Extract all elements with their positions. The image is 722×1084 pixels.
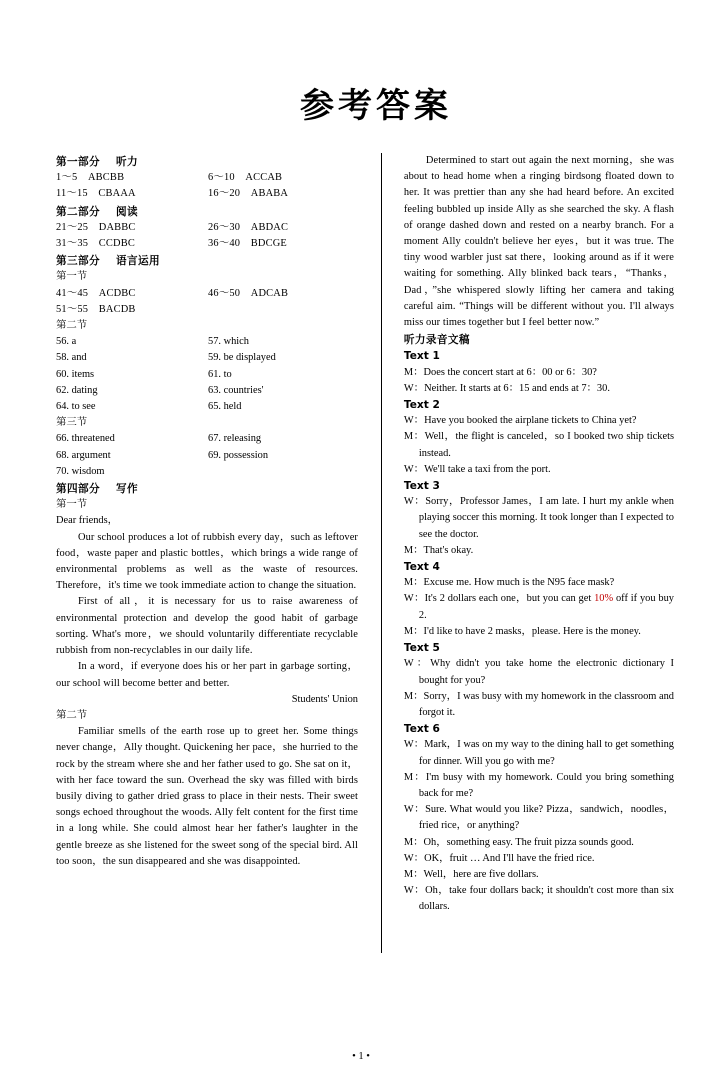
script-line: W：We'll take a taxi from the port. [403,463,551,475]
answer-key-page [0,78,722,1084]
answer-cell: 60. items [56,368,95,380]
script-line: M：Sorry，I was busy with my homework in the classroom and forgot it. [403,690,674,718]
script-line: W：Neither. It starts at 6：15 and ends at 7：30. [403,382,610,394]
script-line: M：Well，here are five dollars. [403,868,539,880]
script-line: W：Sorry，Professor James，I am late. I hurt my ankle when playing soccer this morning. It took longer than I expected to see the doctor. [403,496,674,540]
answer-row [56,170,358,186]
answer-row [56,302,358,318]
writing-section-1-label: 第一节 [56,499,88,511]
part-1-name: 听力 [115,156,138,168]
answer-cell: 66. threatened [56,433,115,445]
text-label: Text 1 [403,350,440,363]
answer-row [56,464,358,480]
answer-cell: 70. wisdom [56,465,105,477]
answer-row [56,334,358,350]
letter-signature: Students' Union [291,693,358,705]
text-label: Text 3 [403,480,440,493]
answer-cell: 51～55 BACDB [56,303,136,315]
part-1-heading [56,154,358,170]
text-label: Text 6 [403,723,440,736]
answer-cell: 68. argument [56,449,111,461]
part-4-heading [56,481,358,497]
script-line: W：Why didn't you take home the electronic dictionary I bought for you? [403,658,674,686]
answer-cell: 41～45 ACDBC [56,287,136,299]
part-4-label: 第四部分 [56,483,100,496]
answer-cell: 65. held [208,401,242,413]
page-title: 参考答案 [300,86,452,126]
answer-row [56,367,358,383]
answer-cell: 67. releasing [208,433,262,445]
story-paragraph: Familiar smells of the earth rose up to greet her. Some things never change，Ally thought. Quickening her pace，she hurried to the rock by the stream where she and her father used to go. She sat on it，with her face toward the sun. Overhead the sky was filled with birds busily diving to gather dried grass to place in their nests. Their sweet songs echoed throughout the woods. Ally felt content for the first time in a long while. She could almost hear her father's laughter in the gentle breeze as she listened for the sweet song of the special bird. All too soon，the sun disappeared and she was disappointed. [56,726,358,867]
script-line: W：It's 2 dollars each one，but you can get 10% off if you buy 2. [403,593,674,621]
letter-paragraph: First of all，it is necessary for us to raise awareness of environmental protection and develop the good habit of garbage sorting. What's more，we should voluntarily differentiate recyclable rubbish from non-recyclables in our daily life. [56,596,358,657]
answer-row [56,431,358,447]
answer-cell: 16～20 ABABA [208,188,289,200]
answer-cell: 58. and [56,352,87,364]
part-2-heading [56,204,358,220]
script-line: W：OK，fruit … And I'll have the fried rice. [403,852,595,864]
answer-cell: 21～25 DABBC [56,221,136,233]
answer-cell: 57. which [208,336,249,348]
script-line: M：That's okay. [403,544,474,556]
right-column [391,153,674,973]
answer-row [56,448,358,464]
left-column [56,153,372,973]
letter-greeting: Dear friends， [56,515,119,527]
answer-cell [208,464,358,480]
answer-cell: 69. possession [208,449,269,461]
answer-row [56,350,358,366]
answer-cell: 61. to [208,368,232,380]
answer-cell: 64. to see [56,401,96,413]
answer-cell: 26～30 ABDAC [208,221,289,233]
part-2-name: 阅读 [115,205,138,218]
text-label: Text 5 [403,642,440,655]
script-line: M：Oh，something easy. The fruit pizza sounds good. [403,836,634,848]
answer-row [56,286,358,302]
answer-cell: 1～5 ABCBB [56,172,125,184]
answer-row [56,220,358,236]
script-line: W：Mark，I was on my way to the dining hall to get something for dinner. Will you go with me? [403,739,674,767]
story-paragraph: Determined to start out again the next morning，she was about to head home when a ringing birdsong floated down to her. It was prettier than any she had heard before. An excited feeling bubbled up inside Ally as she searched the sky. A flash of orange dashed down and rested on a nearby branch. For a moment Ally couldn't believe her eyes，but it was true. The tiny wood warbler just sat there，looking around as if it were waiting for something. Ally blinked back tears，“Thanks，Dad，”she whispered slowly lifting her camera and taking careful aim. “Things will be different without you. I'll always miss our times together but I feel better now.” [403,155,674,329]
answer-cell: 56. a [56,336,77,348]
script-line: W：Oh，take four dollars back; it shouldn't cost more than six dollars. [403,885,674,913]
script-line: M：Excuse me. How much is the N95 face mask? [403,577,615,589]
part-4-name: 写作 [115,483,138,496]
column-divider [381,153,382,953]
two-column-body [0,153,722,973]
section-1-label: 第一节 [56,271,88,283]
script-line: M：Well，the flight is canceled，so I booked two ship tickets instead. [403,431,674,459]
writing-section-2-label: 第二节 [56,709,88,721]
script-line: W：Have you booked the airplane tickets to China yet? [403,415,637,427]
page-number: • 1 • [352,1051,370,1062]
answer-row [56,399,358,415]
part-3-label: 第三部分 [56,255,100,268]
script-line: M：I'm busy with my homework. Could you bring something back for me? [403,771,674,799]
answer-cell: 62. dating [56,384,98,396]
part-2-label: 第二部分 [56,205,100,218]
letter-paragraph: Our school produces a lot of rubbish every day，such as leftover food，waste paper and plastic bottles，which brings a wide range of environmental problems as well as the waste of resources. Therefore，it's time we took immediate action to change the situation. [56,531,358,592]
section-3-label: 第三节 [56,417,88,429]
text-label: Text 4 [403,561,440,574]
answer-cell: 6～10 ACCAB [208,172,283,184]
answer-cell: 11～15 CBAAA [56,188,136,200]
answer-cell [208,302,358,318]
listening-script-heading: 听力录音文稿 [403,334,470,347]
answer-cell: 59. be displayed [208,352,276,364]
answer-row [56,236,358,252]
answer-cell: 31～35 CCDBC [56,238,135,250]
answer-row [56,186,358,202]
part-1-label: 第一部分 [56,156,100,168]
script-line: M：I'd like to have 2 masks，please. Here is the money. [403,625,641,637]
text-label: Text 2 [403,399,440,412]
part-3-heading [56,253,358,269]
answer-cell: 63. countries' [208,384,264,396]
script-line: M：Does the concert start at 6：00 or 6：30? [403,366,597,378]
answer-row [56,383,358,399]
script-line: W：Sure. What would you like? Pizza，sandwich，noodles，fried rice，or anything? [403,804,674,832]
answer-cell: 36～40 BDCGE [208,238,287,250]
letter-paragraph: In a word，if everyone does his or her part in garbage sorting，our school will become better and better. [56,661,358,689]
part-3-name: 语言运用 [115,255,160,268]
answer-cell: 46～50 ADCAB [208,287,289,299]
section-2-label: 第二节 [56,320,88,332]
